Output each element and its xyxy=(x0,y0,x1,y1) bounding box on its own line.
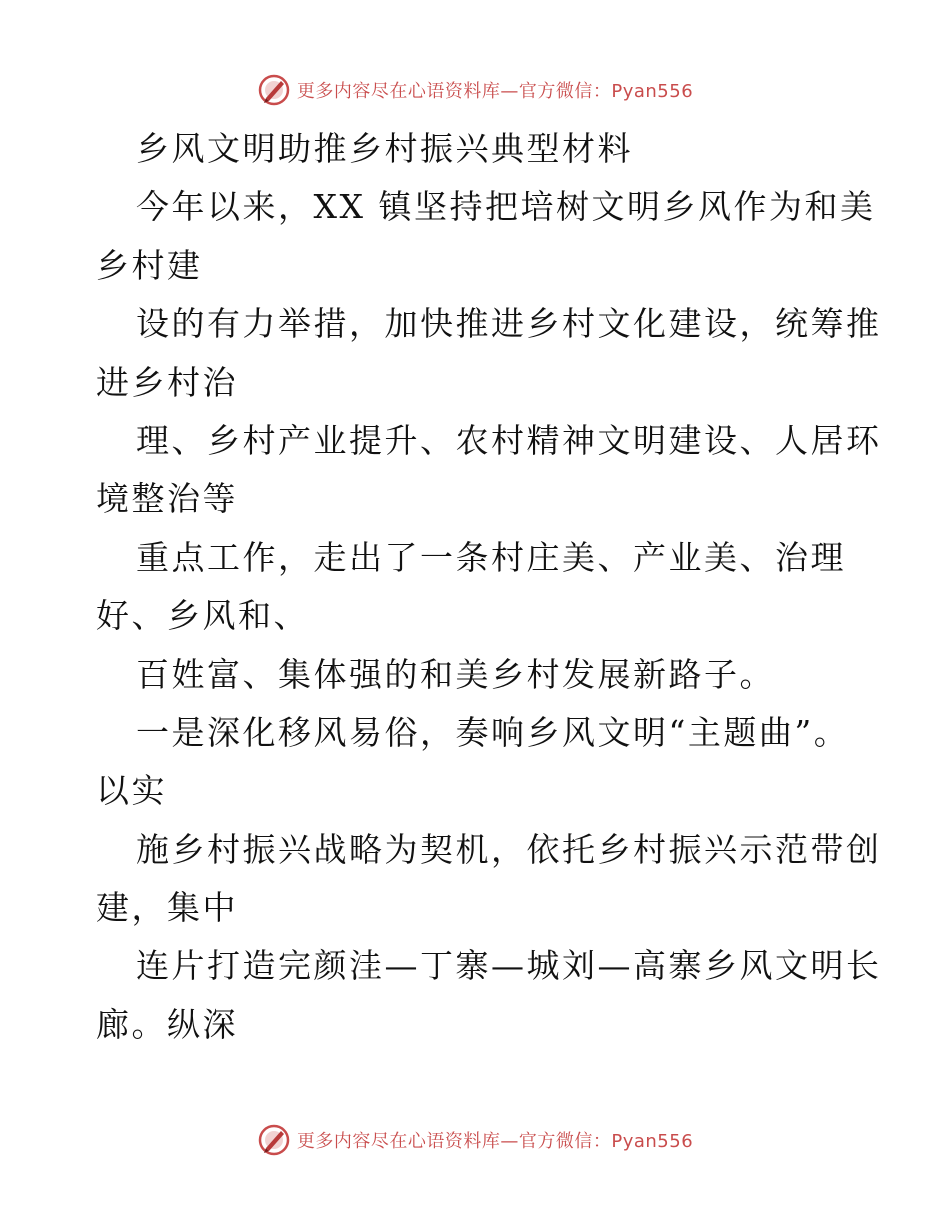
paragraph-line: 建，集中 xyxy=(96,888,238,928)
paragraph-line: 廊。纵深 xyxy=(96,1004,238,1044)
paragraph-line: 重点工作，走出了一条村庄美、产业美、治理 xyxy=(136,537,846,577)
paragraph-line: 今年以来，XX 镇坚持把培树文明乡风作为和美 xyxy=(136,187,876,227)
footer-watermark xyxy=(0,1120,950,1160)
paragraph-line: 好、乡风和、 xyxy=(96,596,309,636)
paragraph-line: 设的有力举措，加快推进乡村文化建设，统筹推 xyxy=(136,304,882,344)
watermark-group xyxy=(257,1123,693,1157)
paragraph-line: 连片打造完颜洼—丁寨—城刘—高寨乡风文明长 xyxy=(136,946,882,986)
document-body xyxy=(96,120,882,1054)
header-watermark xyxy=(0,70,950,110)
doc-title: 乡风文明助推乡村振兴典型材料 xyxy=(136,129,633,168)
paragraph-line: 施乡村振兴战略为契机，依托乡村振兴示范带创 xyxy=(136,829,882,869)
paragraph-line: 以实 xyxy=(96,771,167,811)
paragraph-line: 乡村建 xyxy=(96,245,203,285)
seal-pen-icon xyxy=(257,73,291,107)
paragraph-line: 一是深化移风易俗，奏响乡风文明“主题曲”。 xyxy=(136,712,850,752)
watermark-text: 更多内容尽在心语资料库—官方微信：Pyan556 xyxy=(296,81,694,102)
watermark-group xyxy=(257,73,693,107)
seal-pen-icon xyxy=(257,1123,291,1157)
paragraph-line: 理、乡村产业提升、农村精神文明建设、人居环 xyxy=(136,420,882,460)
watermark-text: 更多内容尽在心语资料库—官方微信：Pyan556 xyxy=(296,1131,694,1152)
paragraph-line: 进乡村治 xyxy=(96,362,238,402)
paragraph-line: 百姓富、集体强的和美乡村发展新路子。 xyxy=(136,654,775,694)
paragraph-line: 境整治等 xyxy=(96,479,238,519)
